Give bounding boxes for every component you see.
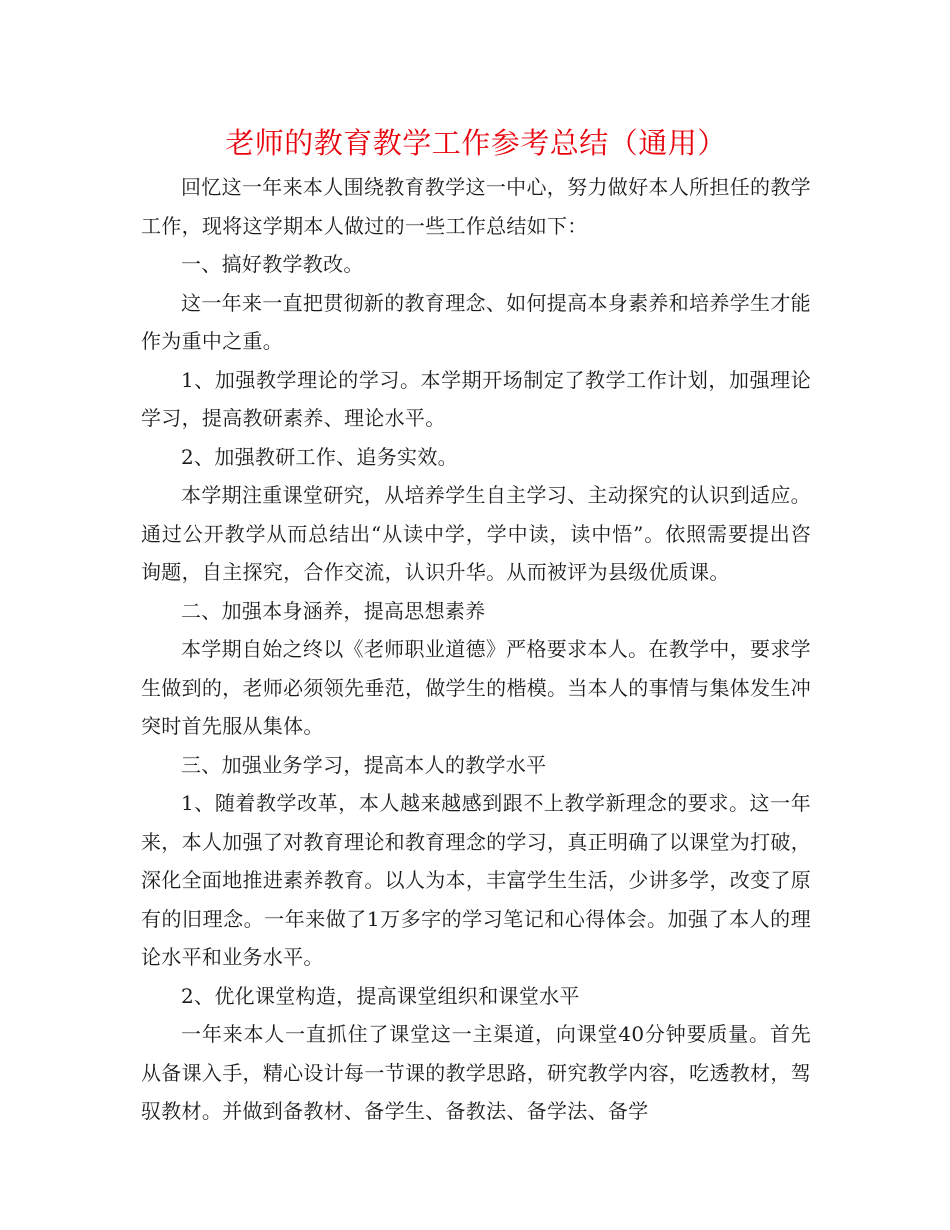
document-title: 老师的教育教学工作参考总结（通用） <box>225 126 727 160</box>
document-page <box>141 119 811 1131</box>
subsection-item: 1、加强教学理论的学习。本学期开场制定了教学工作计划，加强理论学习，提高教研素养、理论水平。 <box>141 367 811 430</box>
section-heading-1: 一、搞好教学教改。 <box>181 252 364 276</box>
paragraph: 一年来本人一直抓住了课堂这一主渠道，向课堂40分钟要质量。首先从备课入手，精心设计每一节课的教学思路，研究教学内容，吃透教材，驾驭教材。并做到备教材、备学生、备教法、备学法、备学 <box>141 1022 811 1123</box>
section-heading-2: 二、加强本身涵养，提高思想素养 <box>181 598 486 623</box>
paragraph: 本学期注重课堂研究，从培养学生自主学习、主动探究的认识到适应。通过公开教学从而总结出“从读中学，学中读，读中悟”。依照需要提出咨询题，自主探究，合作交流，认识升华。从而被评为县级优质课。 <box>141 483 811 584</box>
paragraph: 这一年来一直把贯彻新的教育理念、如何提高本身素养和培养学生才能作为重中之重。 <box>141 290 811 353</box>
paragraph-intro: 回忆这一年来本人围绕教育教学这一中心，努力做好本人所担任的教学工作，现将这学期本人做过的一些工作总结如下： <box>141 175 811 238</box>
subsection-item: 1、随着教学改革，本人越来越感到跟不上教学新理念的要求。这一年来，本人加强了对教育理论和教育理念的学习，真正明确了以课堂为打破，深化全面地推进素养教育。以人为本，丰富学生生活，少讲多学，改变了原有的旧理念。一年来做了1万多字的学习笔记和心得体会。加强了本人的理论水平和业务水平。 <box>141 791 811 969</box>
subsection-item: 2、优化课堂构造，提高课堂组织和课堂水平 <box>181 983 580 1008</box>
section-heading-3: 三、加强业务学习，提高本人的教学水平 <box>181 752 547 777</box>
paragraph: 本学期自始之终以《老师职业道德》严格要求本人。在教学中，要求学生做到的，老师必须领先垂范，做学生的楷模。当本人的事情与集体发生冲突时首先服从集体。 <box>141 637 811 738</box>
subsection-item: 2、加强教研工作、追务实效。 <box>181 444 458 469</box>
